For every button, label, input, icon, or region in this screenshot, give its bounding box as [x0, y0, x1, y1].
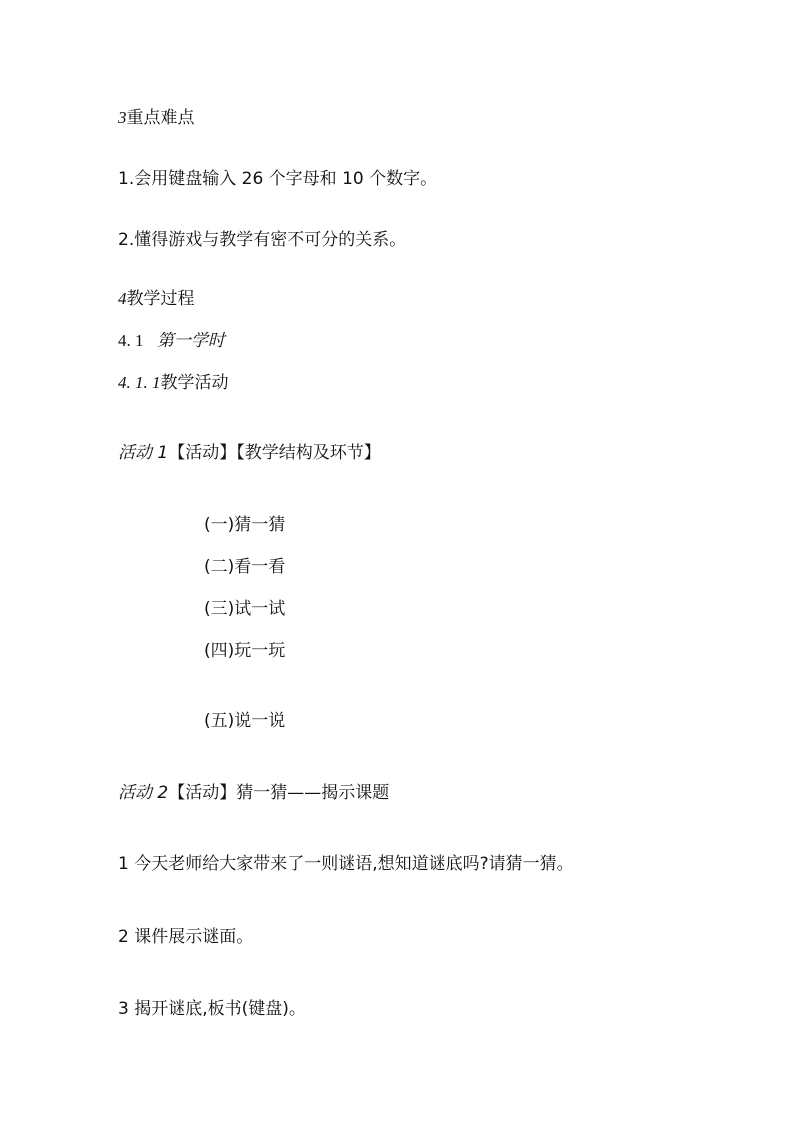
- section-number: 4. 1: [118, 331, 144, 350]
- activity-2-item-3: 3 揭开谜底,板书(键盘)。: [118, 999, 306, 1019]
- activity-label: 活动 2: [118, 783, 169, 803]
- activity-2-item-2: 2 课件展示谜面。: [118, 927, 254, 947]
- heading-text: 教学过程: [126, 289, 195, 309]
- activity-2-heading: [118, 781, 389, 805]
- step-item: (五)说一说: [204, 711, 286, 731]
- heading-number: 4: [118, 289, 127, 308]
- difficulty-item-1: 1.会用键盘输入 26 个字母和 10 个数字。: [118, 169, 438, 189]
- step-item: (三)试一试: [204, 599, 286, 619]
- heading-teaching-process: [118, 287, 195, 311]
- activity-title: 【活动】【教学结构及环节】: [168, 443, 381, 463]
- step-item: (四)玩一玩: [204, 641, 286, 661]
- section-teaching-activities: [118, 371, 229, 395]
- heading-key-difficulties: [118, 106, 195, 130]
- section-first-period: [118, 329, 225, 353]
- activity-1-heading: [118, 441, 381, 465]
- activity-2-item-1: 1 今天老师给大家带来了一则谜语,想知道谜底吗?请猜一猜。: [118, 854, 574, 874]
- heading-number: 3: [118, 108, 127, 127]
- section-number: 4. 1. 1: [118, 373, 161, 392]
- section-title: 教学活动: [160, 373, 229, 393]
- step-item: (一)猜一猜: [204, 515, 286, 535]
- activity-label: 活动 1: [118, 443, 169, 463]
- difficulty-item-2: 2.懂得游戏与教学有密不可分的关系。: [118, 230, 407, 250]
- activity-title: 【活动】猜一猜——揭示课题: [168, 783, 390, 803]
- heading-text: 重点难点: [126, 108, 195, 128]
- step-item: (二)看一看: [204, 557, 286, 577]
- section-title: 第一学时: [156, 331, 225, 351]
